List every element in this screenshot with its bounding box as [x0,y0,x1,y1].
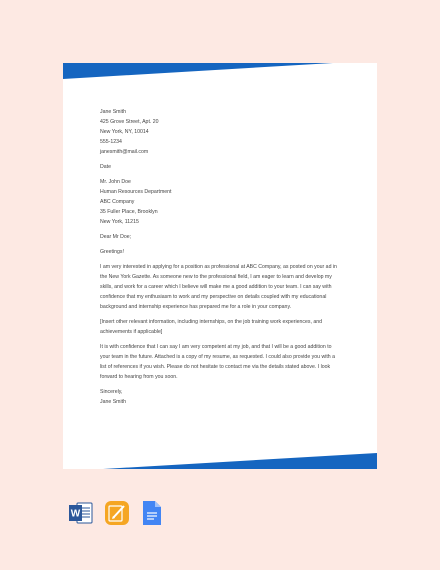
sender-street: 425 Grove Street, Apt. 20 [100,119,159,125]
paragraph-line: the New York Gazette. As someone new to the professional field, I am eager to learn and develop my [100,274,332,280]
letter-date: Date [100,164,111,170]
sender-address [100,107,350,157]
body-paragraph-1 [100,262,350,312]
body-paragraph-2 [100,317,350,337]
paragraph-line: achievements if applicable] [100,329,163,335]
recipient-city: New York, 11215 [100,219,139,225]
google-docs-icon[interactable] [138,500,164,526]
sender-city: New York, NY, 10014 [100,129,149,135]
header-accent-stripe [63,63,377,79]
recipient-street: 35 Fuller Place, Brooklyn [100,209,158,215]
sender-phone: 555-1234 [100,139,122,145]
greeting: Greetings! [100,249,124,255]
paragraph-line: I am very interested in applying for a position as professional at ABC Company, as posted on your ad in [100,264,337,270]
svg-text:W: W [70,508,81,520]
footer-accent-stripe [63,453,377,469]
paragraph-line: confidence that my enthusiasm to work and my perspective on details coupled with my educational [100,294,327,300]
paragraph-line: list of references if you wish. Please do not hesitate to contact me via the details stated above. I look [100,364,331,370]
body-paragraph-3 [100,342,350,382]
sender-name: Jane Smith [100,109,126,115]
paragraph-line: forward to hearing from you soon. [100,374,178,380]
paragraph-line: skills, and work for a career which I believe will make me a good addition to your team. I can say with [100,284,332,290]
sender-email: janesmith@mail.com [100,149,149,155]
recipient-name: Mr. John Doe [100,179,131,185]
letter-body [100,107,350,412]
recipient-address [100,177,350,227]
paragraph-line: It is with confidence that I can say I am very competent at my job, and that I will be a good addition to [100,344,332,350]
closing: Sincerely, [100,389,123,395]
letter-page [63,63,377,469]
paragraph-line: background and internship experience has prepared me for a role in your company. [100,304,292,310]
closing-block [100,387,350,407]
microsoft-word-icon[interactable] [68,500,94,526]
recipient-company: ABC Company [100,199,135,205]
signature: Jane Smith [100,399,126,405]
recipient-department: Human Resources Department [100,189,172,195]
paragraph-line: [Insert other relevant information, including internships, on the job training work experiences, and [100,319,323,325]
paragraph-line: your team in the future. Attached is a copy of my resume, as requested. I could also provide you with a [100,354,336,360]
apple-pages-icon[interactable] [104,500,130,526]
salutation: Dear Mr Doe; [100,234,132,240]
